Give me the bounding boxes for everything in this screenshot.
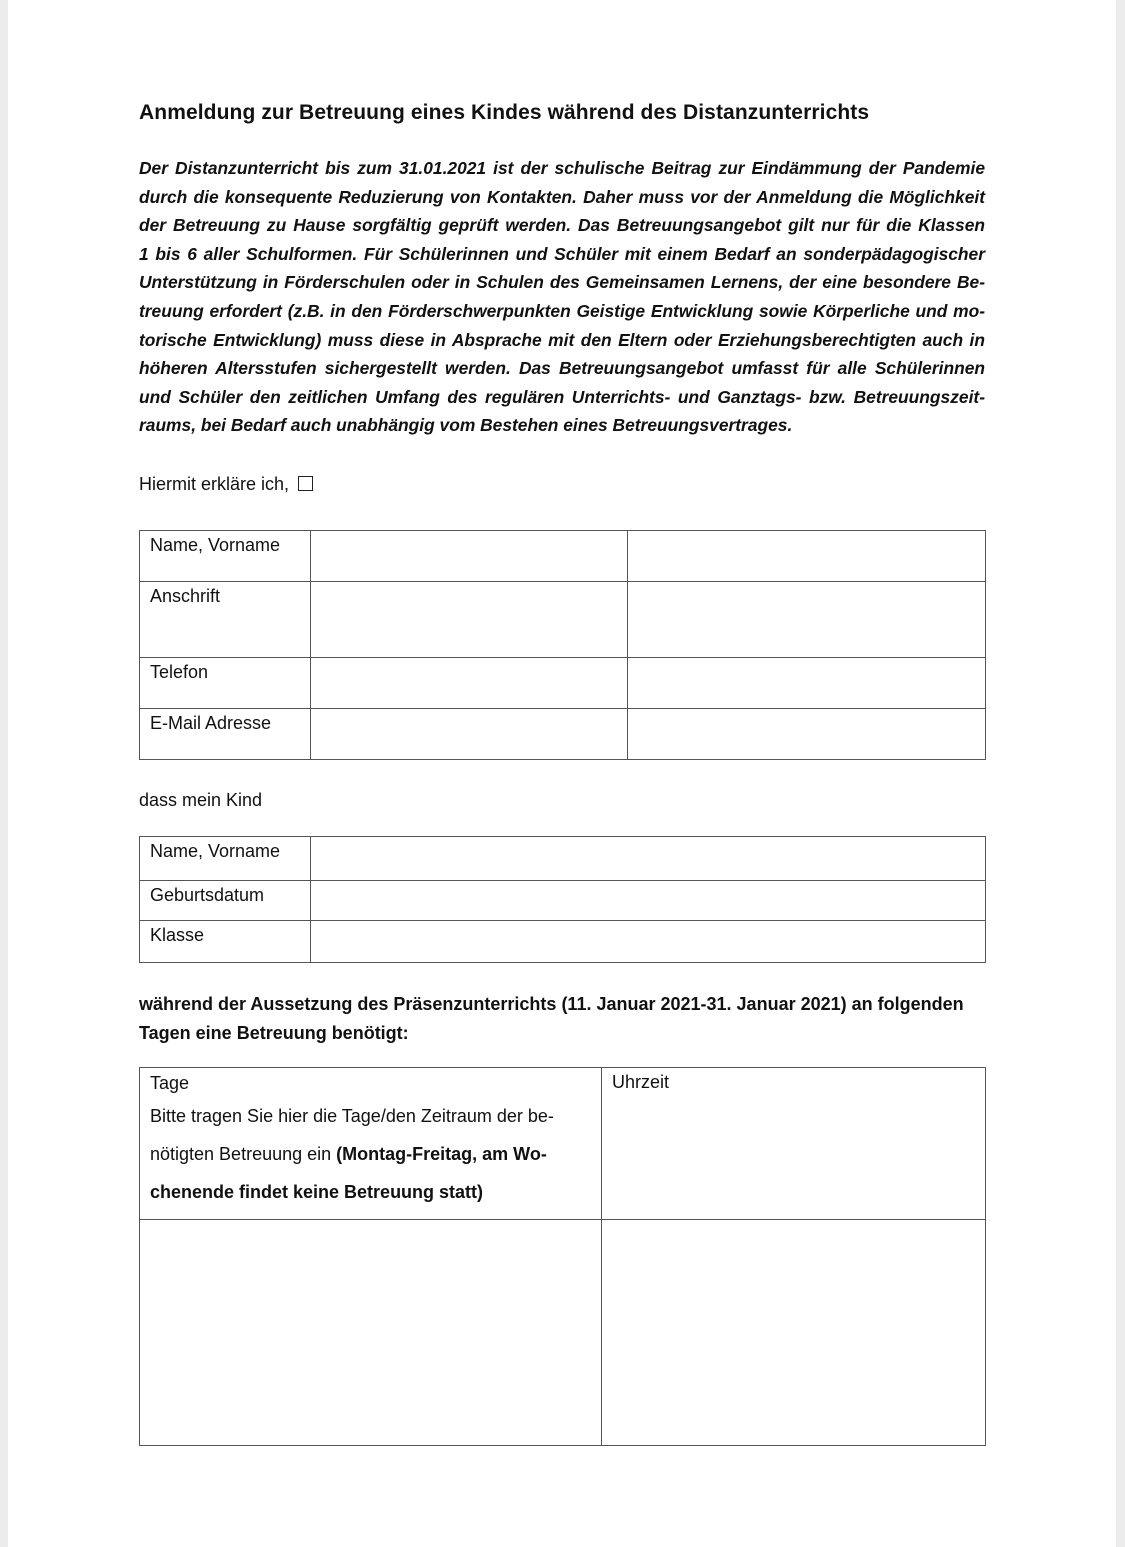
table-row [140,658,986,709]
child-class-field[interactable] [311,921,986,963]
days-hint-bold: chenende findet keine Betreuung statt) [150,1182,484,1202]
intro-line: raums, bei Bedarf auch unabhängig vom Bestehen eines Betreuungsvertrages. [139,415,793,436]
parent-name-label: Name, Vorname [140,531,311,582]
child-birthdate-field[interactable] [311,881,986,921]
table-row [140,1068,986,1220]
child-name-label: Name, Vorname [140,837,311,881]
days-hint-text: nötigten Betreuung ein [150,1144,337,1164]
table-row [140,582,986,658]
declaration-checkbox[interactable] [298,476,313,491]
intro-line: der Betreuung zu Hause sorgfältig geprüft werden. Das Betreuungsangebot gilt nur für die Klassen [139,215,985,236]
days-hint-bold: (Montag-Freitag, am Wo- [336,1144,547,1164]
child-class-label: Klasse [140,921,311,963]
parent-phone-field-2[interactable] [628,658,986,709]
parent-address-field-2[interactable] [628,582,986,658]
days-hint-line: Bitte tragen Sie hier die Tage/den Zeitraum der be- [150,1106,554,1126]
declaration-row [139,474,313,495]
intro-line: 1 bis 6 aller Schulformen. Für Schülerinnen und Schüler mit einem Bedarf an sonderpädagogischer [139,243,985,264]
page-title: Anmeldung zur Betreuung eines Kindes während des Distanzunterrichts [139,101,870,124]
parent-email-field[interactable] [311,709,628,760]
intro-line: Der Distanzunterricht bis zum 31.01.2021 ist der schulische Beitrag zur Eindämmung der Pandemie [139,158,985,178]
document-page [8,0,1116,1547]
table-row [140,837,986,881]
declaration-label: Hiermit erkläre ich, [139,474,290,494]
intro-line: höheren Altersstufen sichergestellt werden. Das Betreuungsangebot umfasst für alle Schülerinnen [139,358,985,379]
schedule-table [139,1067,986,1446]
parent-phone-label: Telefon [140,658,311,709]
table-row [140,1220,986,1446]
intro-line: treuung erfordert (z.B. in den Förderschwerpunkten Geistige Entwicklung sowie Körperliche und mo- [139,300,985,321]
table-row [140,881,986,921]
days-header: Tage [150,1073,190,1093]
intro-line: Unterstützung in Förderschulen oder in Schulen des Gemeinsamen Lernens, der eine besondere Be- [139,272,985,293]
child-name-field[interactable] [311,837,986,881]
parent-email-label: E-Mail Adresse [140,709,311,760]
parent-name-field[interactable] [311,531,628,582]
table-row [140,921,986,963]
time-header: Uhrzeit [602,1068,986,1220]
time-input-field[interactable] [602,1220,986,1446]
intro-paragraph [139,154,985,440]
child-birthdate-label: Geburtsdatum [140,881,311,921]
intro-line: torische Entwicklung) muss diese in Absprache mit den Eltern oder Erziehungsberechtigten auch in [139,329,985,350]
days-header-cell [140,1068,602,1220]
parent-address-label: Anschrift [140,582,311,658]
table-row [140,531,986,582]
days-hint-line [150,1135,591,1173]
parent-name-field-2[interactable] [628,531,986,582]
intro-line: durch die konsequente Reduzierung von Kontakten. Daher muss vor der Anmeldung die Möglichkeit [139,186,985,207]
period-sentence: während der Aussetzung des Präsenzunterrichts (11. Januar 2021-31. Januar 2021) an folgenden Tagen eine Betreuung benötigt: [139,994,964,1043]
days-input-field[interactable] [140,1220,602,1446]
intro-line: und Schüler den zeitlichen Umfang des regulären Unterrichts- und Ganztags- bzw. Betreuungszeit- [139,386,985,407]
parent-email-field-2[interactable] [628,709,986,760]
table-row [140,709,986,760]
parent-table [139,530,986,760]
parent-address-field[interactable] [311,582,628,658]
parent-phone-field[interactable] [311,658,628,709]
days-hint-line [150,1173,591,1211]
child-table [139,836,986,963]
child-intro: dass mein Kind [139,790,263,810]
